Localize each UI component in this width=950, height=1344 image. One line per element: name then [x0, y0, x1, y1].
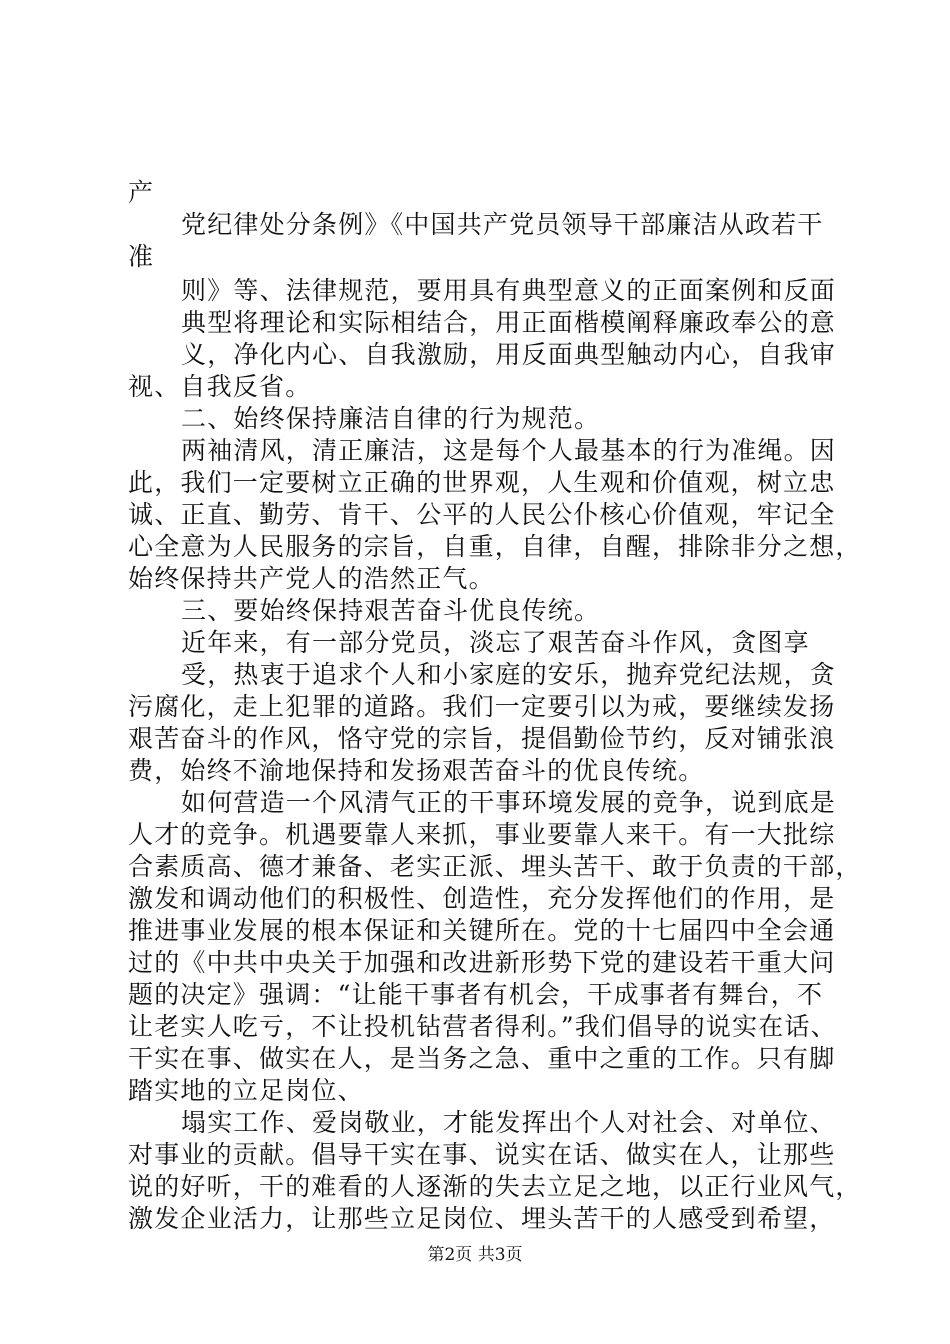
text-line: 说的好听，干的难看的人逐渐的失去立足之地，以正行业风气，: [128, 1172, 862, 1201]
text-line: 激发和调动他们的积极性、创造性，充分发挥他们的作用，是: [128, 884, 836, 913]
text-line: 始终保持共产党人的浩然正气。: [128, 564, 495, 593]
text-line: 过的《中共中央关于加强和改进新形势下党的建设若干重大问: [128, 948, 836, 977]
text-line: 污腐化，走上犯罪的道路。我们一定要引以为戒，要继续发扬: [128, 692, 836, 721]
text-line: 党纪律处分条例》《中国共产党员领导干部廉洁从政若干: [181, 210, 824, 239]
text-line: 义，净化内心、自我激励，用反面典型触动内心，自我审: [181, 340, 837, 369]
text-line: 心全意为人民服务的宗旨，自重，自律，自醒，排除非分之想，: [128, 532, 862, 561]
text-line: 合素质高、德才兼备、老实正派、埋头苦干、敢于负责的干部，: [128, 852, 862, 881]
text-line: 艰苦奋斗的作风，恪守党的宗旨，提倡勤俭节约，反对铺张浪: [128, 724, 836, 753]
text-line: 塌实工作、爱岗敬业，才能发挥出个人对社会、对单位、: [181, 1108, 837, 1137]
text-line: 两袖清风，清正廉洁，这是每个人最基本的行为准绳。因: [181, 436, 837, 465]
text-line: 踏实地的立足岗位、: [128, 1076, 364, 1105]
text-line: 激发企业活力，让那些立足岗位、埋头苦干的人感受到希望，: [128, 1204, 836, 1233]
text-line: 受，热衷于追求个人和小家庭的安乐，抛弃党纪法规，贪: [181, 660, 837, 689]
page-footer: 第2页 共3页: [427, 1245, 523, 1265]
text-line: 视、自我反省。: [128, 372, 312, 401]
text-line: 诚、正直、勤劳、肯干、公平的人民公仆核心价值观，牢记全: [128, 500, 836, 529]
text-line: 准: [128, 242, 155, 271]
text-line: 此，我们一定要树立正确的世界观，人生观和价值观，树立忠: [128, 468, 836, 497]
text-line: 产: [128, 178, 155, 207]
text-line: 则》等、法律规范，要用具有典型意义的正面案例和反面: [181, 276, 837, 305]
text-line: 题的决定》强调：“让能干事者有机会，干成事者有舞台，不: [128, 980, 824, 1009]
text-line: 推进事业发展的根本保证和关键所在。党的十七届四中全会通: [128, 916, 836, 945]
text-line: 典型将理论和实际相结合，用正面楷模阐释廉政奉公的意: [181, 308, 837, 337]
text-line: 人才的竞争。机遇要靠人来抓，事业要靠人来干。有一大批综: [128, 820, 836, 849]
text-line: 让老实人吃亏，不让投机钻营者得利。”我们倡导的说实在话、: [128, 1012, 837, 1041]
section-heading: 三、要始终保持艰苦奋斗优良传统。: [181, 596, 601, 625]
section-heading: 二、始终保持廉洁自律的行为规范。: [181, 404, 601, 433]
text-line: 对事业的贡献。倡导干实在事、说实在话、做实在人，让那些: [128, 1140, 836, 1169]
text-line: 如何营造一个风清气正的干事环境发展的竞争，说到底是: [181, 788, 837, 817]
text-line: 干实在事、做实在人，是当务之急、重中之重的工作。只有脚: [128, 1044, 836, 1073]
text-line: 费，始终不渝地保持和发扬艰苦奋斗的优良传统。: [128, 756, 705, 785]
text-line: 近年来，有一部分党员，淡忘了艰苦奋斗作风，贪图享: [181, 628, 810, 657]
